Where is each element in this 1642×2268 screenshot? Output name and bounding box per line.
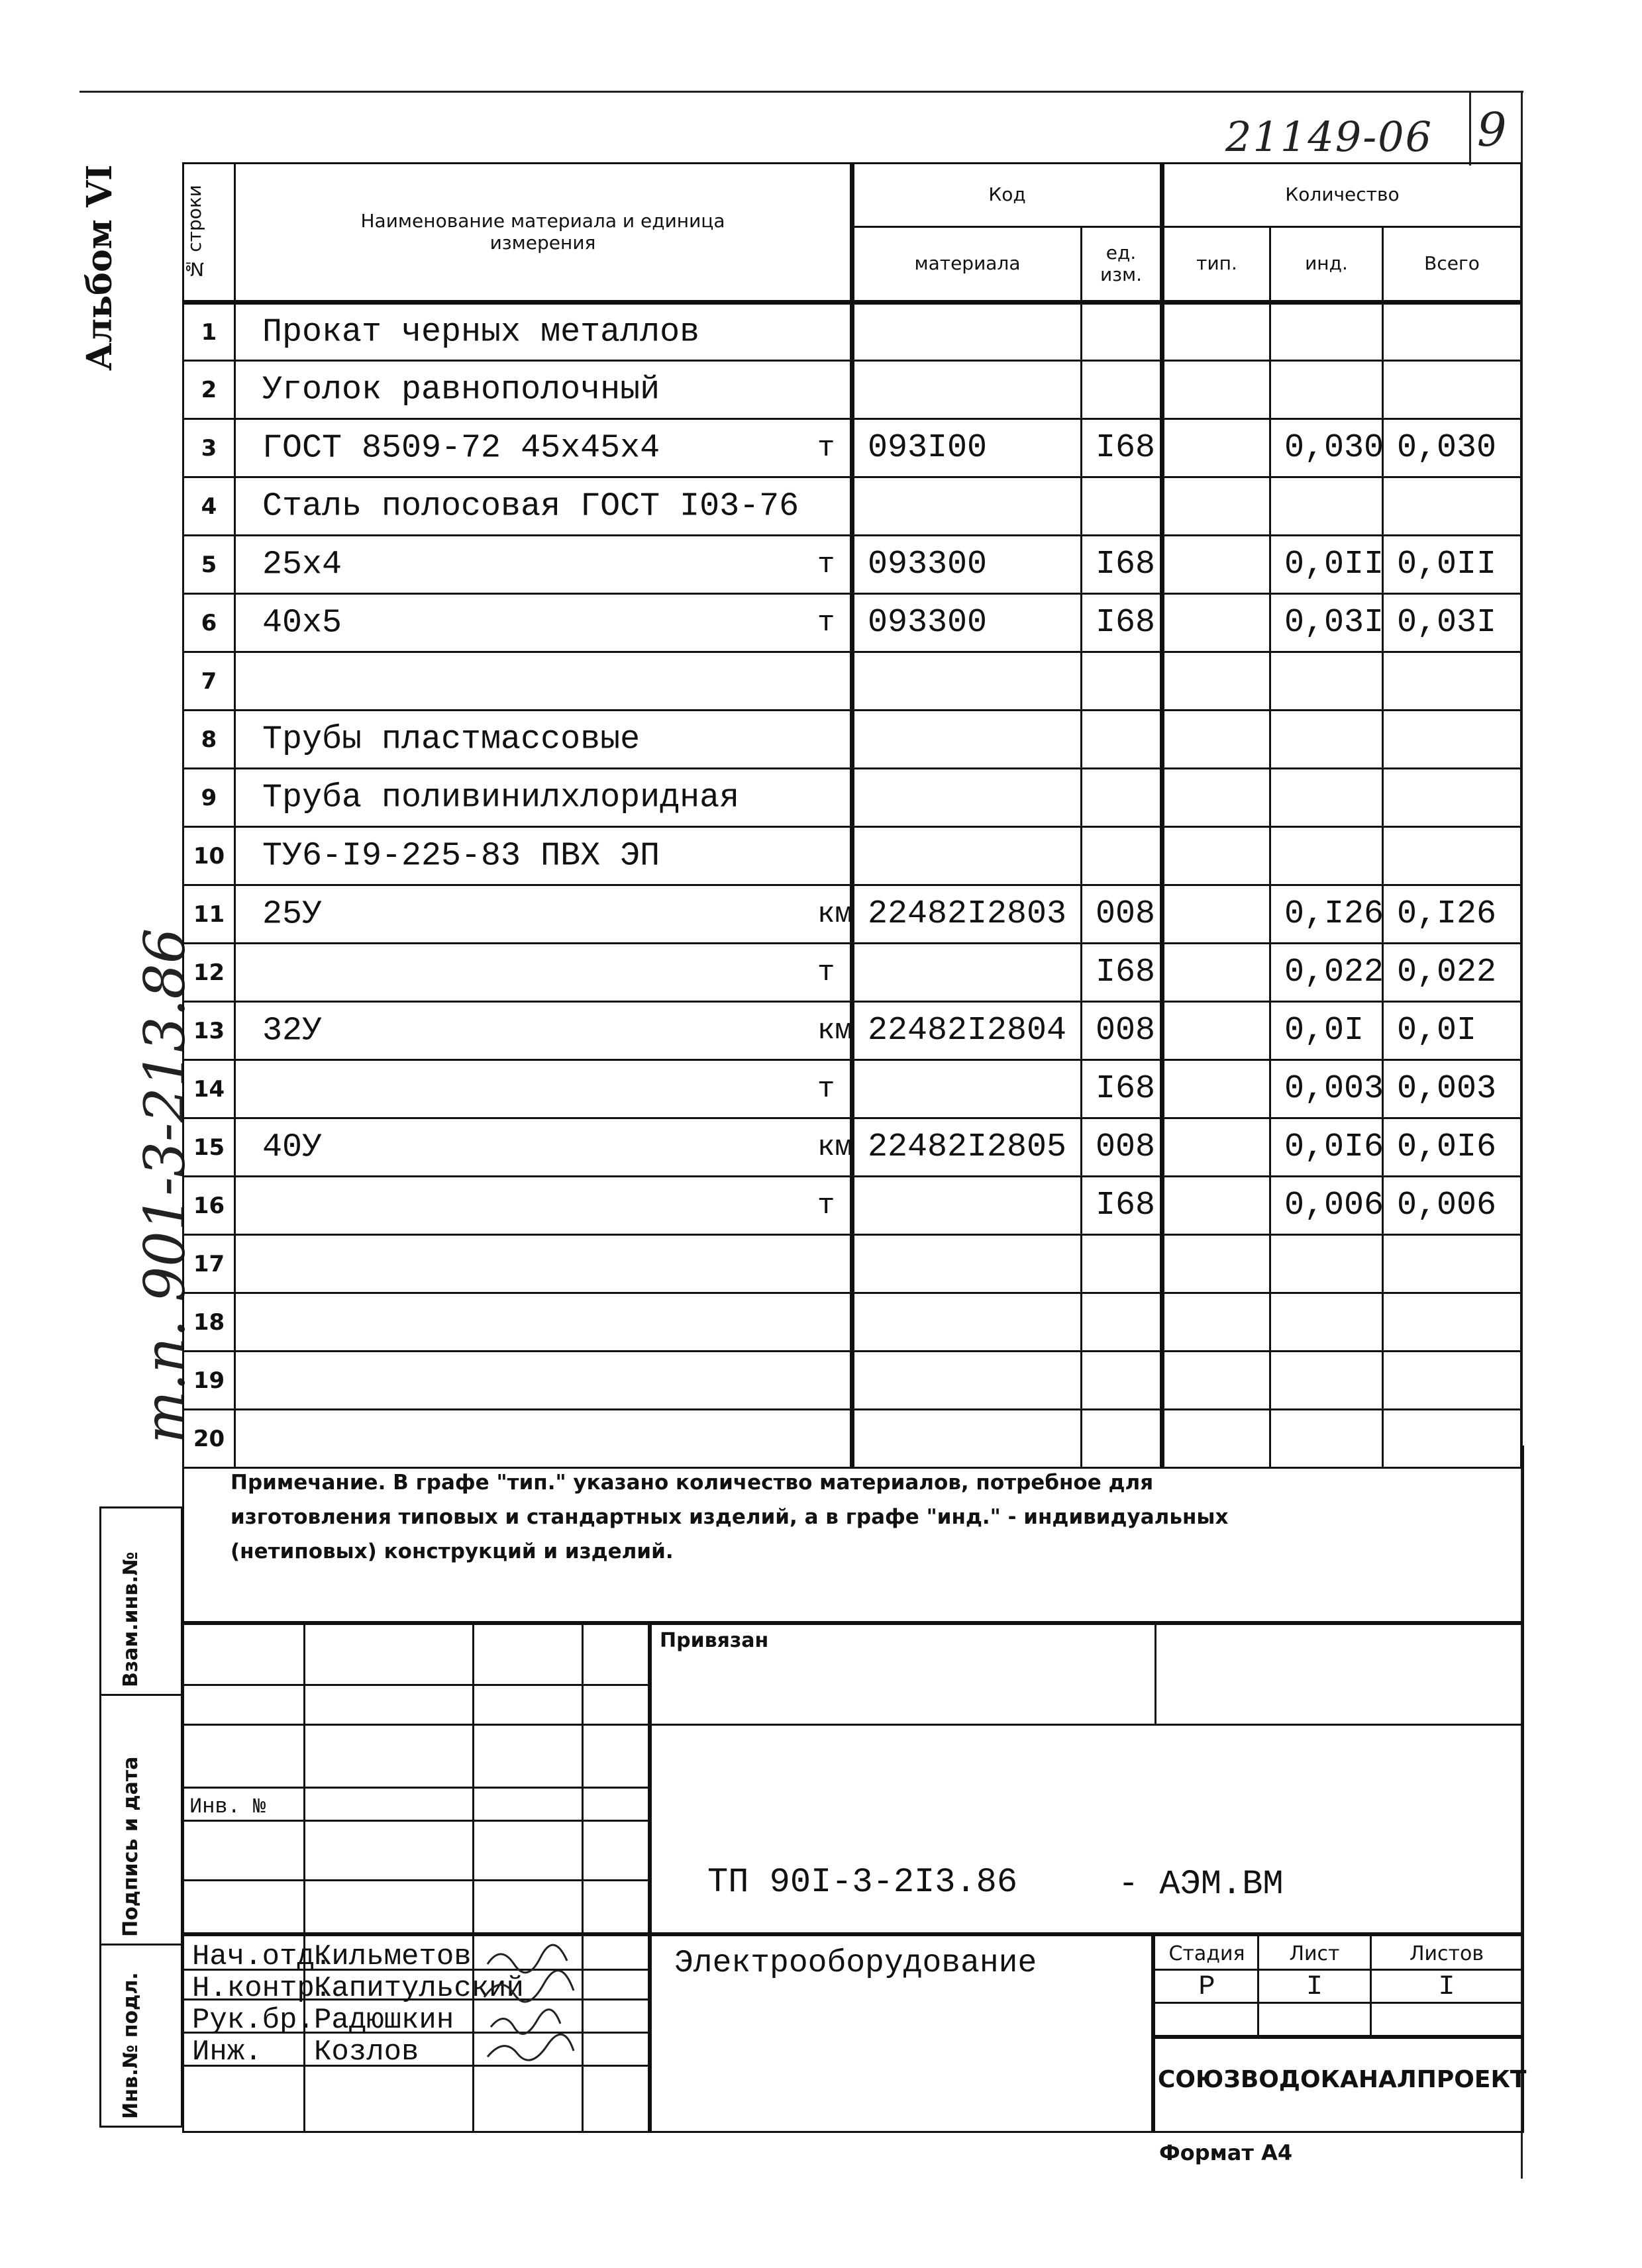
row-name-cell [235, 769, 852, 827]
stamp-vzam [99, 1506, 183, 1696]
qty-typ [1162, 594, 1270, 652]
unit-code [1082, 652, 1162, 711]
row-name-cell [235, 1002, 852, 1060]
table-row [183, 1002, 1521, 1060]
table-row [183, 1177, 1521, 1235]
table-row [183, 594, 1521, 652]
qty-total [1383, 361, 1521, 419]
qty-total [1383, 303, 1521, 361]
material-code [852, 1352, 1082, 1410]
unit-code: I68 [1082, 944, 1162, 1002]
row-number: 13 [183, 1002, 235, 1060]
qty-ind: 0,022 [1270, 944, 1383, 1002]
measure-unit: т [817, 956, 835, 989]
signer-2-role: Н.контр. [192, 1972, 333, 2005]
header-code: Код [852, 164, 1162, 227]
measure-unit: т [817, 606, 835, 640]
sheet-label: Лист [1289, 1942, 1340, 1965]
sheet-code: 21149-06 [1225, 113, 1433, 161]
qty-total [1383, 1352, 1521, 1410]
material-name: ГОСТ 8509-72 45х45х4 [262, 429, 660, 467]
table-row [183, 1352, 1521, 1410]
row-name-cell [235, 1235, 852, 1293]
stamp-podpis [99, 1692, 183, 1946]
qty-typ [1162, 652, 1270, 711]
row-number: 16 [183, 1177, 235, 1235]
unit-code [1082, 1352, 1162, 1410]
row-name-cell [235, 1177, 852, 1235]
material-code [852, 1177, 1082, 1235]
header-qty-ind: инд. [1270, 227, 1383, 303]
qty-ind [1270, 1293, 1383, 1352]
table-row [183, 1235, 1521, 1293]
qty-typ [1162, 1352, 1270, 1410]
signer-4-role: Инж. [192, 2036, 262, 2069]
material-code: 22482I2803 [852, 885, 1082, 944]
qty-typ [1162, 1060, 1270, 1118]
sheets-label: Листов [1409, 1942, 1484, 1965]
material-code: 093300 [852, 536, 1082, 594]
unit-code: 008 [1082, 885, 1162, 944]
qty-total [1383, 711, 1521, 769]
material-code: 093I00 [852, 419, 1082, 477]
material-name: 32У [262, 1012, 323, 1050]
sheet-number: 9 [1477, 103, 1507, 157]
qty-typ [1162, 944, 1270, 1002]
qty-ind: 0,003 [1270, 1060, 1383, 1118]
table-row [183, 711, 1521, 769]
qty-ind [1270, 1352, 1383, 1410]
qty-typ [1162, 711, 1270, 769]
qty-total [1383, 477, 1521, 536]
qty-typ [1162, 769, 1270, 827]
qty-typ [1162, 827, 1270, 885]
row-name-cell [235, 711, 852, 769]
row-name-cell [235, 944, 852, 1002]
header-name: Наименование материала и единица измерения [235, 164, 852, 303]
row-number: 5 [183, 536, 235, 594]
table-row [183, 361, 1521, 419]
qty-total: 0,003 [1383, 1060, 1521, 1118]
row-number: 20 [183, 1410, 235, 1468]
qty-ind: 0,03I [1270, 594, 1383, 652]
qty-ind [1270, 361, 1383, 419]
material-code [852, 944, 1082, 1002]
table-row [183, 1293, 1521, 1352]
table-row [183, 944, 1521, 1002]
measure-unit: т [817, 1072, 835, 1106]
row-name-cell [235, 361, 852, 419]
sheets-value: I [1438, 1971, 1455, 2002]
qty-total: 0,I26 [1383, 885, 1521, 944]
row-name-cell [235, 885, 852, 944]
unit-code [1082, 711, 1162, 769]
row-number: 18 [183, 1293, 235, 1352]
table-row [183, 477, 1521, 536]
material-code [852, 1293, 1082, 1352]
stage-label: Стадия [1168, 1942, 1245, 1965]
qty-total: 0,022 [1383, 944, 1521, 1002]
qty-total: 0,006 [1383, 1177, 1521, 1235]
signer-3-name: Радюшкин [314, 2004, 454, 2037]
material-code [852, 652, 1082, 711]
material-code [852, 361, 1082, 419]
material-name: 40х5 [262, 604, 342, 642]
material-code [852, 477, 1082, 536]
unit-code: I68 [1082, 419, 1162, 477]
row-number: 11 [183, 885, 235, 944]
measure-unit: км [817, 1014, 852, 1048]
header-row-no: № строки [183, 164, 235, 303]
material-code [852, 1060, 1082, 1118]
material-name: 25У [262, 895, 323, 933]
sheet-value: I [1306, 1971, 1323, 2002]
row-name-cell [235, 594, 852, 652]
material-name: ТУ6-I9-225-83 ПВХ ЭП [262, 837, 660, 875]
signatures [481, 1938, 580, 2063]
unit-code [1082, 477, 1162, 536]
table-row [183, 303, 1521, 361]
material-name: Сталь полосовая ГОСТ I03-76 [262, 487, 799, 525]
unit-code: I68 [1082, 1060, 1162, 1118]
row-number: 4 [183, 477, 235, 536]
qty-ind: 0,030 [1270, 419, 1383, 477]
project-handwritten: т.п. 901-3-213.86 [132, 928, 197, 1444]
unit-code [1082, 1293, 1162, 1352]
header-code-material: материала [852, 227, 1082, 303]
qty-ind [1270, 303, 1383, 361]
unit-code [1082, 1235, 1162, 1293]
qty-ind: 0,I26 [1270, 885, 1383, 944]
row-number: 10 [183, 827, 235, 885]
qty-total [1383, 769, 1521, 827]
qty-total: 0,030 [1383, 419, 1521, 477]
row-number: 2 [183, 361, 235, 419]
signer-4-name: Козлов [314, 2036, 419, 2069]
header-code-unit: ед. изм. [1082, 227, 1162, 303]
unit-code: I68 [1082, 1177, 1162, 1235]
qty-total: 0,03I [1383, 594, 1521, 652]
row-name-cell [235, 1118, 852, 1177]
row-name-cell [235, 1352, 852, 1410]
qty-ind: 0,0I6 [1270, 1118, 1383, 1177]
note-section [182, 1446, 1524, 1623]
table-row [183, 1060, 1521, 1118]
doc-title: Электрооборудование [674, 1946, 1037, 1981]
qty-ind: 0,0II [1270, 536, 1383, 594]
qty-total [1383, 827, 1521, 885]
doc-code: ТП 90I-3-2I3.86 [707, 1863, 1018, 1902]
unit-code [1082, 827, 1162, 885]
unit-code [1082, 303, 1162, 361]
row-number: 7 [183, 652, 235, 711]
qty-typ [1162, 303, 1270, 361]
row-name-cell [235, 477, 852, 536]
row-number: 9 [183, 769, 235, 827]
qty-total: 0,0II [1383, 536, 1521, 594]
unit-code: 008 [1082, 1118, 1162, 1177]
table-row [183, 885, 1521, 944]
table-row [183, 652, 1521, 711]
material-code [852, 303, 1082, 361]
material-code [852, 711, 1082, 769]
measure-unit: т [817, 1189, 835, 1222]
material-code [852, 769, 1082, 827]
qty-typ [1162, 361, 1270, 419]
table-row [183, 1118, 1521, 1177]
row-name-cell [235, 1293, 852, 1352]
measure-unit: км [817, 897, 852, 931]
table-row [183, 419, 1521, 477]
materials-table [182, 162, 1522, 1469]
qty-typ [1162, 536, 1270, 594]
qty-typ [1162, 477, 1270, 536]
table-row [183, 536, 1521, 594]
material-name: Трубы пластмассовые [262, 720, 641, 758]
privyazan-label: Привязан [660, 1629, 769, 1652]
measure-unit: км [817, 1130, 852, 1164]
unit-code: I68 [1082, 536, 1162, 594]
qty-typ [1162, 1002, 1270, 1060]
row-name-cell [235, 1060, 852, 1118]
row-name-cell [235, 303, 852, 361]
unit-code: I68 [1082, 594, 1162, 652]
org-name: СОЮЗВОДОКАНАЛПРОЕКТ [1158, 2066, 1527, 2093]
row-number: 1 [183, 303, 235, 361]
format-label: Формат А4 [1159, 2140, 1293, 2165]
measure-unit: т [817, 548, 835, 581]
material-name: Уголок равнополочный [262, 371, 660, 409]
qty-total [1383, 1235, 1521, 1293]
inv-no-label: Инв. № [189, 1795, 266, 1819]
material-name: 40У [262, 1128, 323, 1166]
qty-typ [1162, 1235, 1270, 1293]
material-code: 22482I2805 [852, 1118, 1082, 1177]
material-code: 22482I2804 [852, 1002, 1082, 1060]
doc-suffix: - АЭМ.ВМ [1118, 1865, 1284, 1904]
stamp-inv-podl-label: Инв.№ подл. [119, 1972, 142, 2119]
material-code [852, 1235, 1082, 1293]
qty-ind [1270, 711, 1383, 769]
signer-1-role: Нач.отд. [192, 1940, 333, 1973]
stamp-podpis-label: Подпись и дата [119, 1756, 142, 1937]
unit-code [1082, 361, 1162, 419]
material-code [852, 827, 1082, 885]
qty-ind [1270, 652, 1383, 711]
row-number: 15 [183, 1118, 235, 1177]
divider [1469, 93, 1471, 166]
qty-typ [1162, 419, 1270, 477]
album-label: Альбом VI [79, 164, 120, 371]
qty-ind [1270, 477, 1383, 536]
row-name-cell [235, 827, 852, 885]
row-number: 12 [183, 944, 235, 1002]
row-name-cell [235, 652, 852, 711]
row-number: 3 [183, 419, 235, 477]
material-name: Прокат черных металлов [262, 313, 700, 351]
stamp-vzam-label: Взам.инв.№ [119, 1552, 142, 1687]
qty-ind: 0,006 [1270, 1177, 1383, 1235]
row-name-cell [235, 536, 852, 594]
stage-value: Р [1198, 1971, 1215, 2002]
row-number: 8 [183, 711, 235, 769]
table-row [183, 827, 1521, 885]
unit-code [1082, 769, 1162, 827]
unit-code: 008 [1082, 1002, 1162, 1060]
title-block [182, 1621, 1527, 2133]
qty-ind [1270, 827, 1383, 885]
qty-typ [1162, 1118, 1270, 1177]
top-border-line [79, 91, 1523, 93]
material-name: Труба поливинилхлоридная [262, 779, 740, 816]
note-text: Примечание. В графе "тип." указано количество материалов, потребное для изготовления типовых и стандартных изделий, а в графе "инд." - индивидуальных (нетиповых) конструкций и изделий. [231, 1471, 1229, 1563]
signer-3-role: Рук.бр. [192, 2004, 315, 2037]
row-number: 19 [183, 1352, 235, 1410]
header-qty-total: Всего [1383, 227, 1521, 303]
signer-2-name: Капитульский [314, 1972, 524, 2005]
header-quantity: Количество [1162, 164, 1521, 227]
signer-1-name: Кильметов [314, 1940, 472, 1973]
material-code: 093300 [852, 594, 1082, 652]
qty-ind: 0,0I [1270, 1002, 1383, 1060]
row-name-cell [235, 419, 852, 477]
qty-typ [1162, 1177, 1270, 1235]
header-qty-typ: тип. [1162, 227, 1270, 303]
material-name: 25х4 [262, 546, 342, 583]
row-number: 17 [183, 1235, 235, 1293]
qty-total: 0,0I [1383, 1002, 1521, 1060]
qty-total [1383, 1293, 1521, 1352]
qty-typ [1162, 1293, 1270, 1352]
row-number: 6 [183, 594, 235, 652]
stamp-inv-podl [99, 1944, 183, 2128]
qty-ind [1270, 1235, 1383, 1293]
qty-total: 0,0I6 [1383, 1118, 1521, 1177]
qty-ind [1270, 769, 1383, 827]
row-number: 14 [183, 1060, 235, 1118]
qty-total [1383, 652, 1521, 711]
table-row [183, 769, 1521, 827]
qty-typ [1162, 885, 1270, 944]
measure-unit: т [817, 431, 835, 465]
